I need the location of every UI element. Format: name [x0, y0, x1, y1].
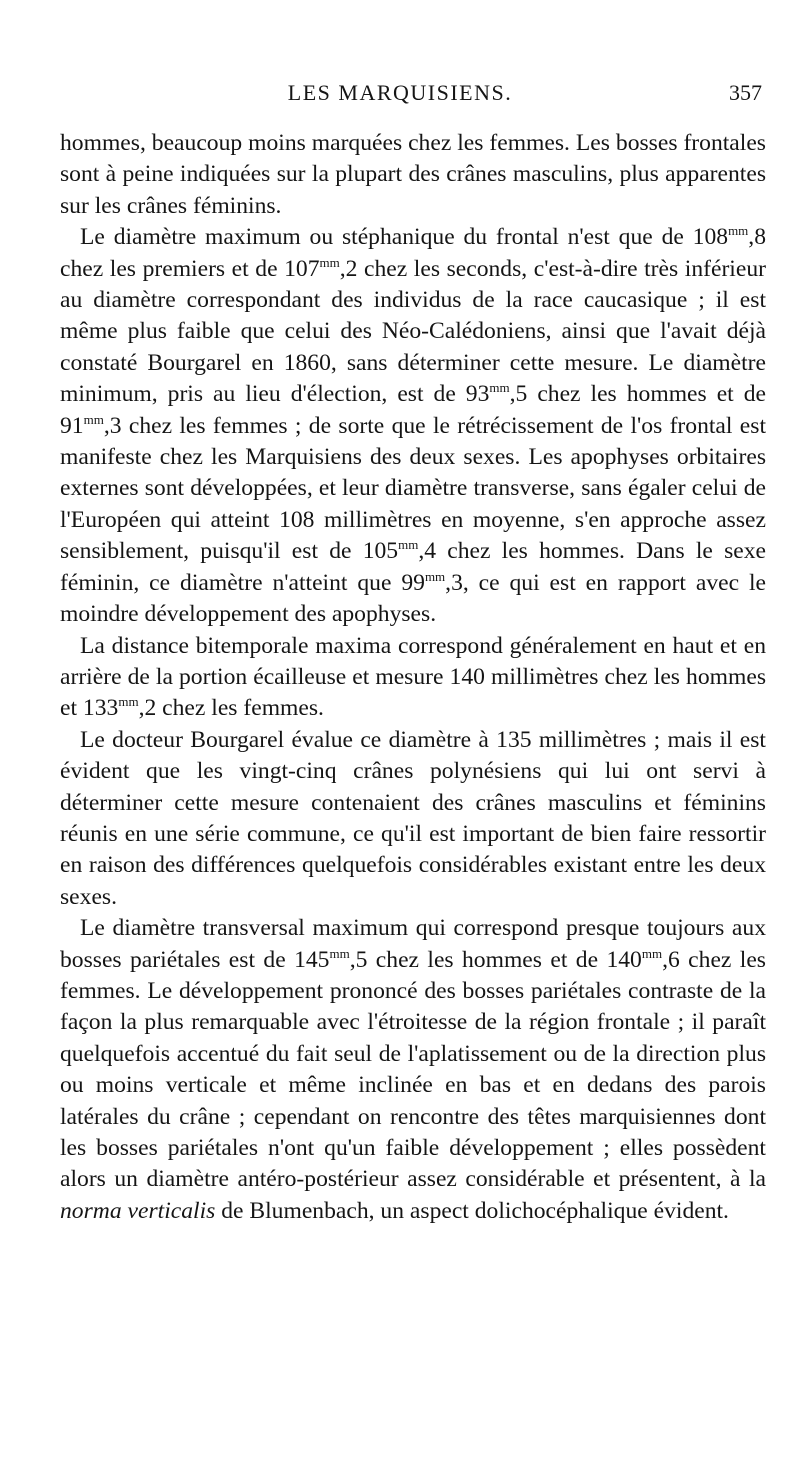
paragraph-1: hommes, beaucoup moins marquées chez les femmes. Les bosses frontales sont à peine indiquées sur la plupart des crânes masculins, plus apparentes sur les crânes féminins. — [60, 130, 766, 219]
unit-superscript: mm — [641, 945, 663, 961]
body-text — [60, 128, 766, 1227]
unit-superscript: mm — [319, 254, 340, 270]
paragraph-5: Le diamètre transversal maximum qui correspond presque toujours aux bosses pariétales est de $145^{mm},5$ chez les hommes et de $140^{mm},6$ chez les femmes. Le développement prononcé des bosses pariétales contraste de la façon la plus remarquable avec l'étroitesse de la région frontale ; il paraît quelquefois accentué du fait seul de l'aplatissement ou de la direction plus ou moins verticale et même inclinée en bas et en dedans des parois latérales du crâne ; cependant on rencontre des têtes marquisiennes dont les bosses pariétales n'ont qu'un faible développement ; elles possèdent alors un diamètre antéro-postérieur assez considérable et présentent, à la norma verticalis de Blumenbach, un aspect dolichocéphalique évident. — [60, 915, 766, 1224]
unit-superscript: mm — [424, 568, 446, 584]
unit-superscript: mm — [118, 694, 139, 710]
unit-superscript: mm — [489, 380, 510, 396]
unit-superscript: mm — [83, 411, 104, 427]
unit-superscript: mm — [728, 223, 749, 239]
unit-superscript: mm — [398, 537, 419, 553]
paragraph-4: Le docteur Bourgarel évalue ce diamètre à 135 millimètres ; mais il est évident que les vingt-cinq crânes polynésiens qui lui ont servi à déterminer cette mesure contenaient des crânes masculins et féminins réunis en une série commune, ce qu'il est important de bien faire ressortir en raison des différences quelquefois considérables existant entre les deux sexes. — [60, 726, 766, 910]
latin-term: norma verticalis — [60, 1197, 216, 1224]
running-title: LES MARQUISIENS. — [287, 80, 513, 105]
paragraph-3: La distance bitemporale maxima correspond généralement en haut et en arrière de la portion écailleuse et mesure 140 millimètres chez les hommes et $133^{mm},2$ chez les femmes. — [60, 632, 766, 722]
paragraph-2: Le diamètre maximum ou stéphanique du frontal n'est que de $108^{mm},8$ chez les premiers et de $107^{mm},2$ chez les seconds, c'est-à-dire très inférieur au diamètre correspondant des individus de la race caucasique ; il est même plus faible que celui des Néo-Calédoniens, ainsi que l'avait déjà constaté Bourgarel en 1860, sans déterminer cette mesure. Le diamètre minimum, pris au lieu d'élection, est de $93^{mm},5$ chez les hommes et de $91^{mm},3$ chez les femmes ; de sorte que le rétrécissement de l'os frontal est manifeste chez les Marquisiens des deux sexes. Les apophyses orbitaires externes sont développées, et leur diamètre transverse, sans égaler celui de l'Européen qui atteint 108 millimètres en moyenne, s'en approche assez sensiblement, puisqu'il est de $105^{mm},4$ chez les hommes. Dans le sexe féminin, ce diamètre n'atteint que $99^{mm},3$, ce qui est en rapport avec le moindre développement des apophyses. — [60, 223, 767, 628]
page-number: 357 — [729, 80, 762, 105]
unit-superscript: mm — [329, 945, 350, 961]
